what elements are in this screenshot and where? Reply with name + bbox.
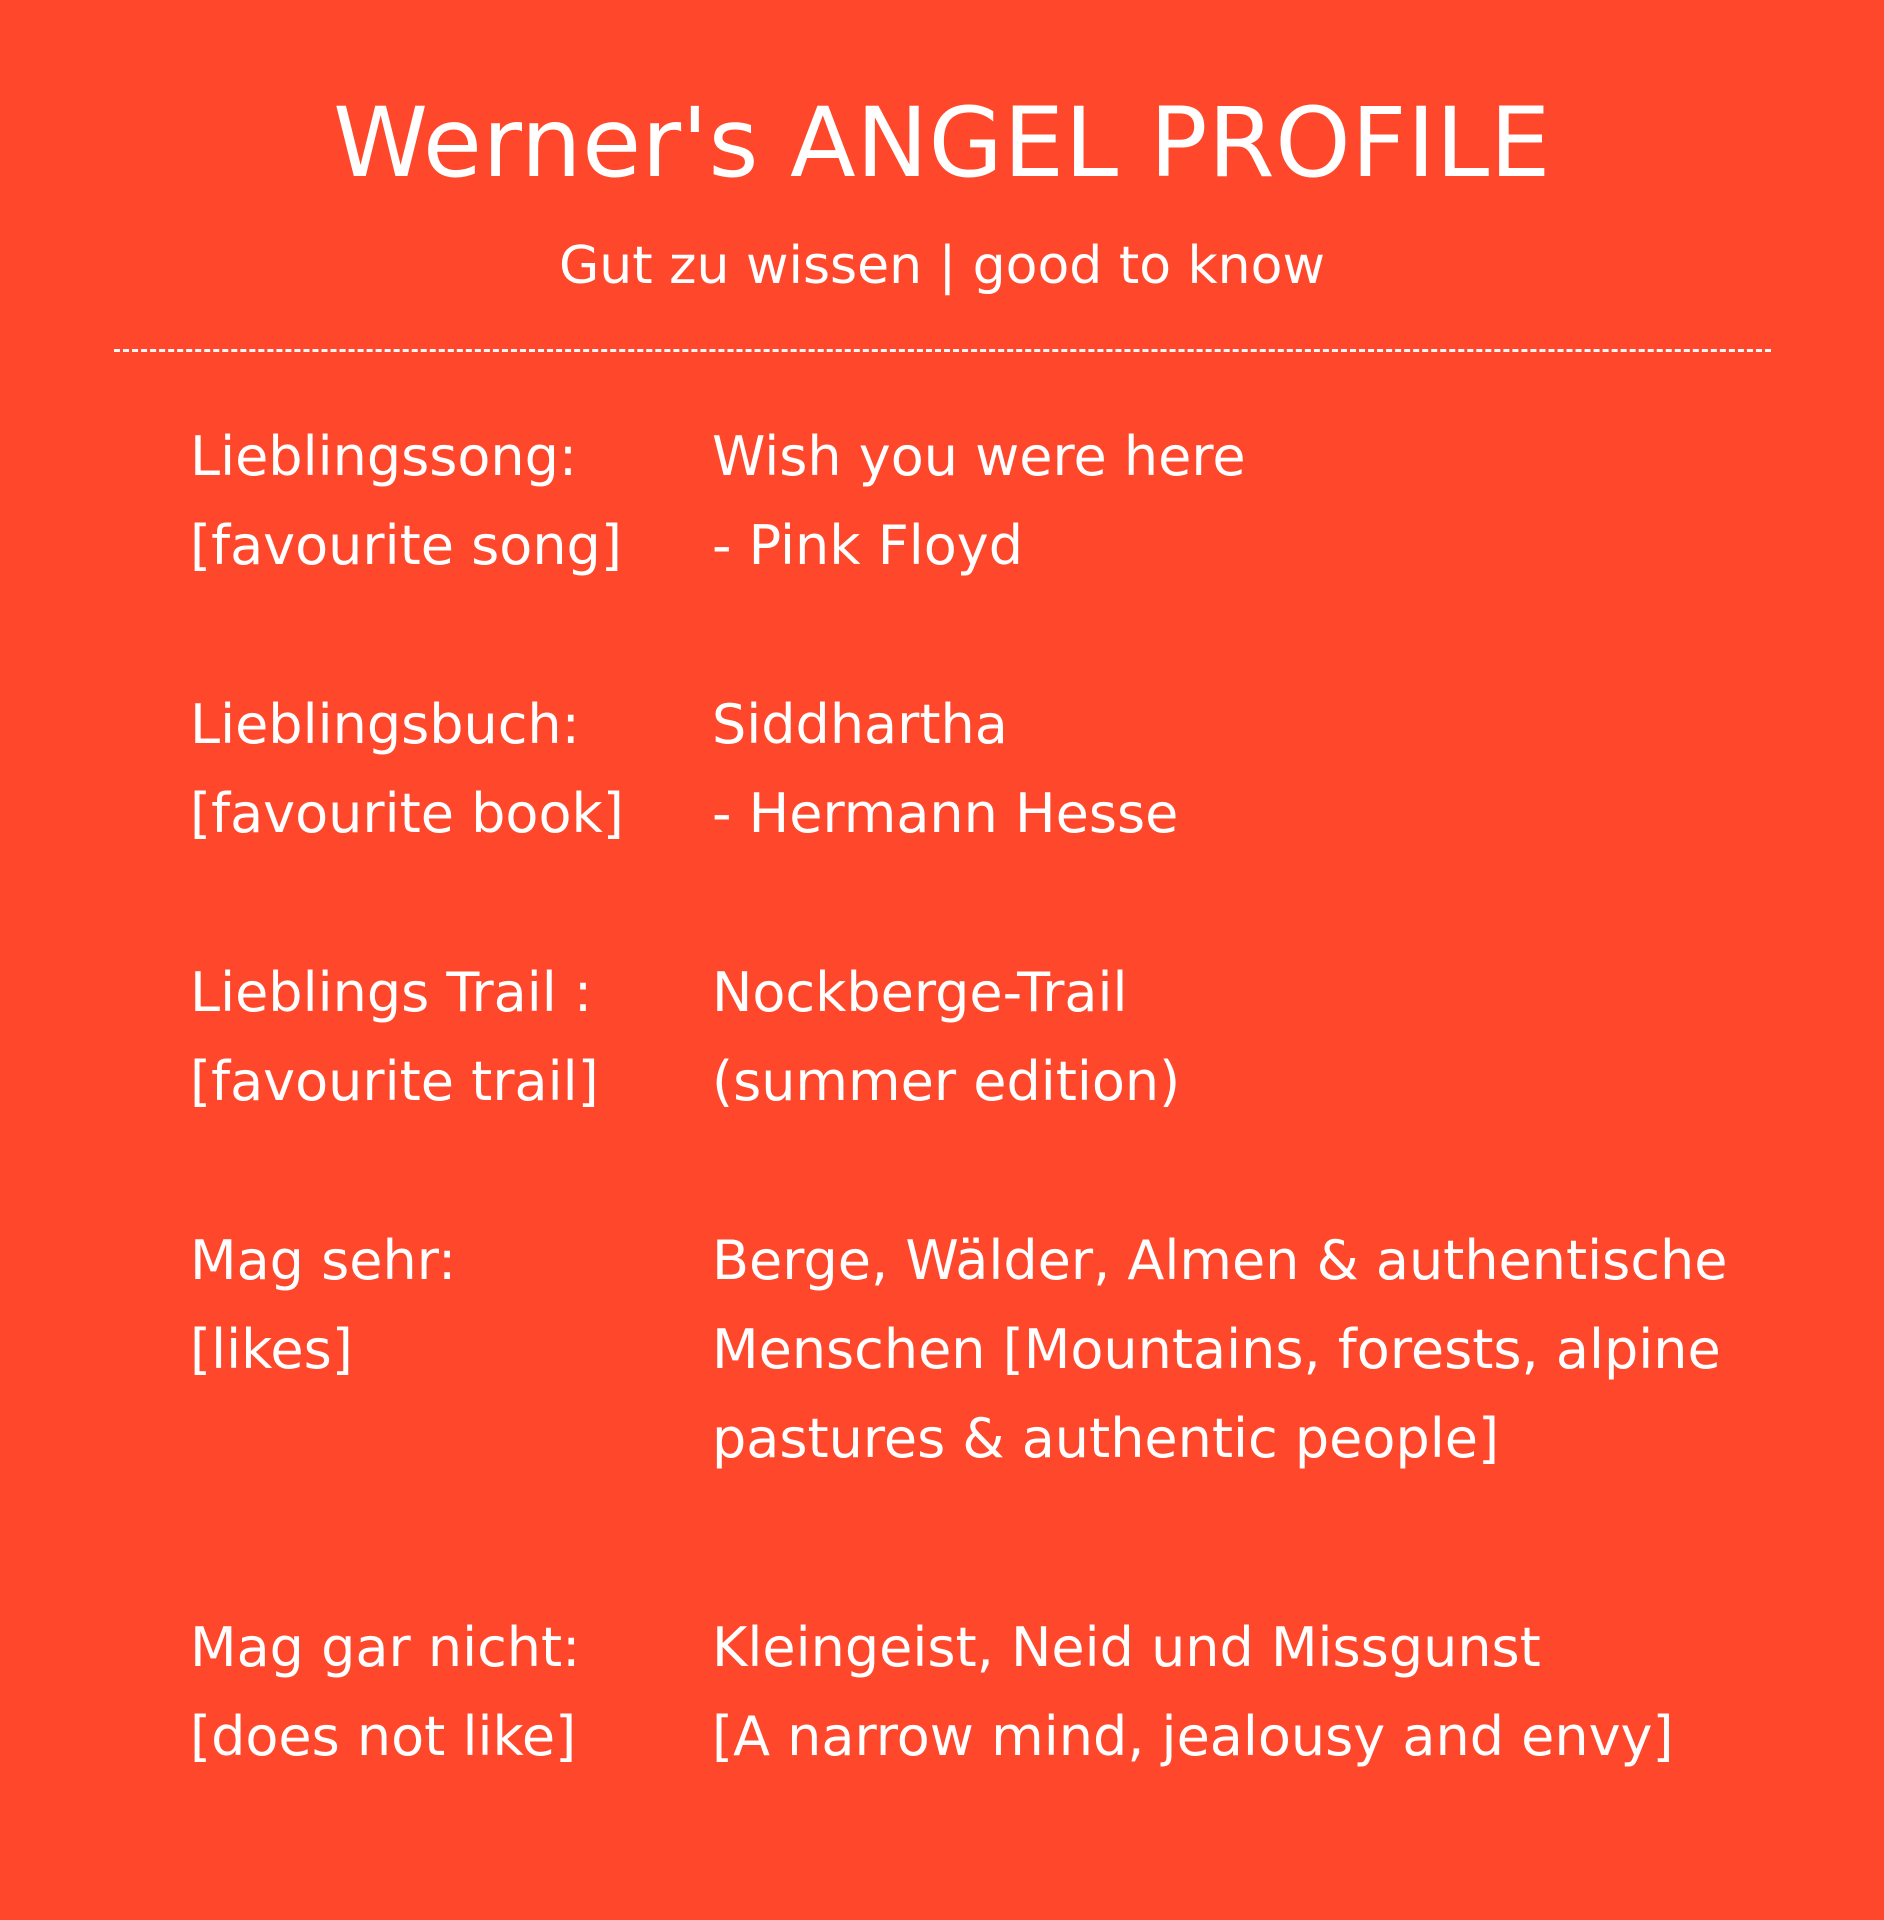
value-line: - Pink Floyd [712, 514, 1024, 577]
label-de: Mag gar nicht: [190, 1616, 581, 1679]
profile-entries [190, 412, 1790, 1871]
label-en: [favourite song] [190, 514, 622, 577]
label-de: Mag sehr: [190, 1229, 457, 1292]
label-de: Lieblingssong: [190, 425, 578, 488]
entry-label [190, 680, 712, 858]
entry-likes [190, 1216, 1790, 1483]
label-en: [favourite book] [190, 782, 624, 845]
value-line: [A narrow mind, jealousy and envy] [712, 1705, 1674, 1768]
entry-label [190, 948, 712, 1126]
page-subtitle: Gut zu wissen | good to know [559, 236, 1325, 296]
entry-does-not-like [190, 1603, 1790, 1781]
entry-value [712, 948, 1790, 1126]
entry-label [190, 412, 712, 590]
page-title: Werner's ANGEL PROFILE [333, 87, 1551, 199]
value-line: Wish you were here [712, 425, 1246, 488]
value-line: Menschen [Mountains, forests, alpine [712, 1318, 1721, 1381]
value-line: pastures & authentic people] [712, 1407, 1500, 1470]
entry-value [712, 1216, 1790, 1483]
value-line: (summer edition) [712, 1050, 1181, 1113]
entry-value [712, 1603, 1790, 1781]
label-en: [likes] [190, 1318, 353, 1381]
entry-value [712, 412, 1790, 590]
entry-value [712, 680, 1790, 858]
value-line: Siddhartha [712, 693, 1008, 756]
label-de: Lieblings Trail : [190, 961, 593, 1024]
entry-favourite-song [190, 412, 1790, 590]
value-line: Nockberge-Trail [712, 961, 1128, 1024]
entry-favourite-trail [190, 948, 1790, 1126]
label-en: [does not like] [190, 1705, 577, 1768]
entry-label [190, 1603, 712, 1781]
entry-favourite-book [190, 680, 1790, 858]
value-line: - Hermann Hesse [712, 782, 1179, 845]
label-en: [favourite trail] [190, 1050, 599, 1113]
dashed-divider [114, 349, 1771, 352]
value-line: Berge, Wälder, Almen & authentische [712, 1229, 1728, 1292]
value-line: Kleingeist, Neid und Missgunst [712, 1616, 1541, 1679]
entry-label [190, 1216, 712, 1483]
label-de: Lieblingsbuch: [190, 693, 580, 756]
